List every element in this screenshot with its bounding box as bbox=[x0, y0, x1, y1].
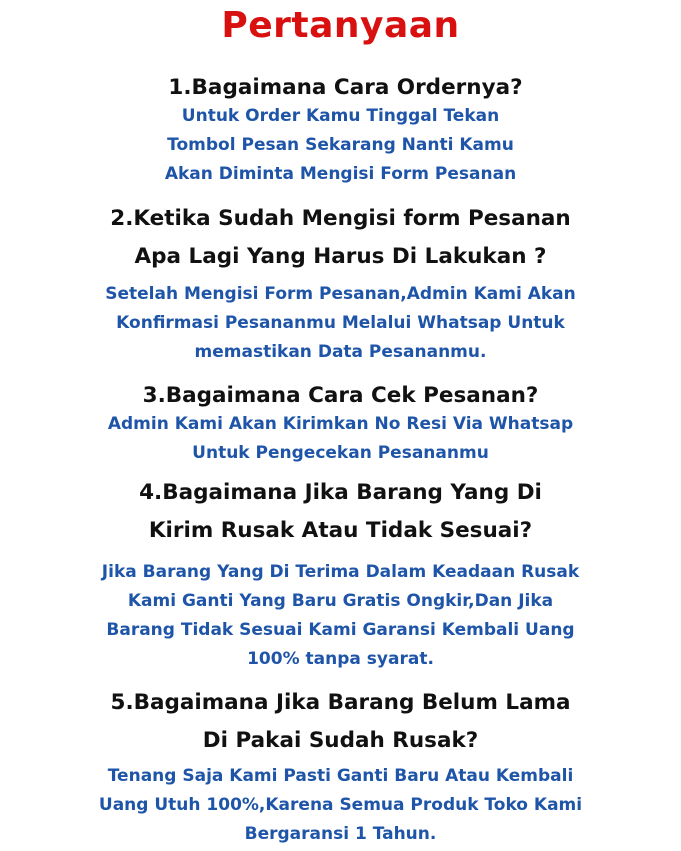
faq-3-question bbox=[0, 380, 681, 412]
faq-5-answer-line-2: Uang Utuh 100%,Karena Semua Produk Toko Kami bbox=[98, 795, 583, 815]
page-title: Pertanyaan bbox=[221, 5, 460, 46]
faq-2-question bbox=[0, 200, 681, 276]
faq-1-question bbox=[0, 72, 681, 104]
faq-2-answer bbox=[0, 280, 681, 367]
faq-5-question-line-1: 5.Bagaimana Jika Barang Belum Lama bbox=[110, 690, 571, 715]
faq-1-question-line-1: 1.Bagaimana Cara Ordernya? bbox=[168, 75, 523, 100]
faq-5-answer-line-3: Bergaransi 1 Tahun. bbox=[244, 824, 437, 844]
faq-1-answer-line-2: Tombol Pesan Sekarang Nanti Kamu bbox=[167, 135, 514, 155]
faq-2-answer-line-3: memastikan Data Pesananmu. bbox=[194, 342, 487, 362]
faq-4-question bbox=[0, 474, 681, 550]
faq-3-answer bbox=[0, 410, 681, 468]
faq-2-answer-line-2: Konfirmasi Pesananmu Melalui Whatsap Untuk bbox=[116, 313, 565, 333]
faq-2-question-line-1: 2.Ketika Sudah Mengisi form Pesanan bbox=[110, 206, 571, 231]
faq-4-answer bbox=[0, 558, 681, 674]
faq-3-answer-line-1: Admin Kami Akan Kirimkan No Resi Via Whatsap bbox=[107, 414, 574, 434]
faq-4-question-line-1: 4.Bagaimana Jika Barang Yang Di bbox=[139, 480, 542, 505]
faq-4-question-line-2: Kirim Rusak Atau Tidak Sesuai? bbox=[148, 518, 533, 543]
faq-4-answer-line-2: Kami Ganti Yang Baru Gratis Ongkir,Dan Jika bbox=[127, 591, 554, 611]
faq-5-question-line-2: Di Pakai Sudah Rusak? bbox=[202, 728, 479, 753]
faq-1-answer bbox=[0, 102, 681, 189]
faq-1-answer-line-1: Untuk Order Kamu Tinggal Tekan bbox=[181, 106, 500, 126]
faq-2-question-line-2: Apa Lagi Yang Harus Di Lakukan ? bbox=[134, 244, 547, 269]
faq-5-answer-line-1: Tenang Saja Kami Pasti Ganti Baru Atau Kembali bbox=[107, 766, 574, 786]
faq-1-answer-line-3: Akan Diminta Mengisi Form Pesanan bbox=[164, 164, 517, 184]
faq-3-question-line-1: 3.Bagaimana Cara Cek Pesanan? bbox=[142, 383, 539, 408]
faq-5-question bbox=[0, 684, 681, 760]
faq-4-answer-line-1: Jika Barang Yang Di Terima Dalam Keadaan Rusak bbox=[101, 562, 580, 582]
faq-4-answer-line-4: 100% tanpa syarat. bbox=[247, 649, 434, 669]
faq-4-answer-line-3: Barang Tidak Sesuai Kami Garansi Kembali Uang bbox=[106, 620, 575, 640]
faq-3-answer-line-2: Untuk Pengecekan Pesananmu bbox=[192, 443, 489, 463]
faq-2-answer-line-1: Setelah Mengisi Form Pesanan,Admin Kami Akan bbox=[105, 284, 576, 304]
faq-5-answer bbox=[0, 762, 681, 849]
